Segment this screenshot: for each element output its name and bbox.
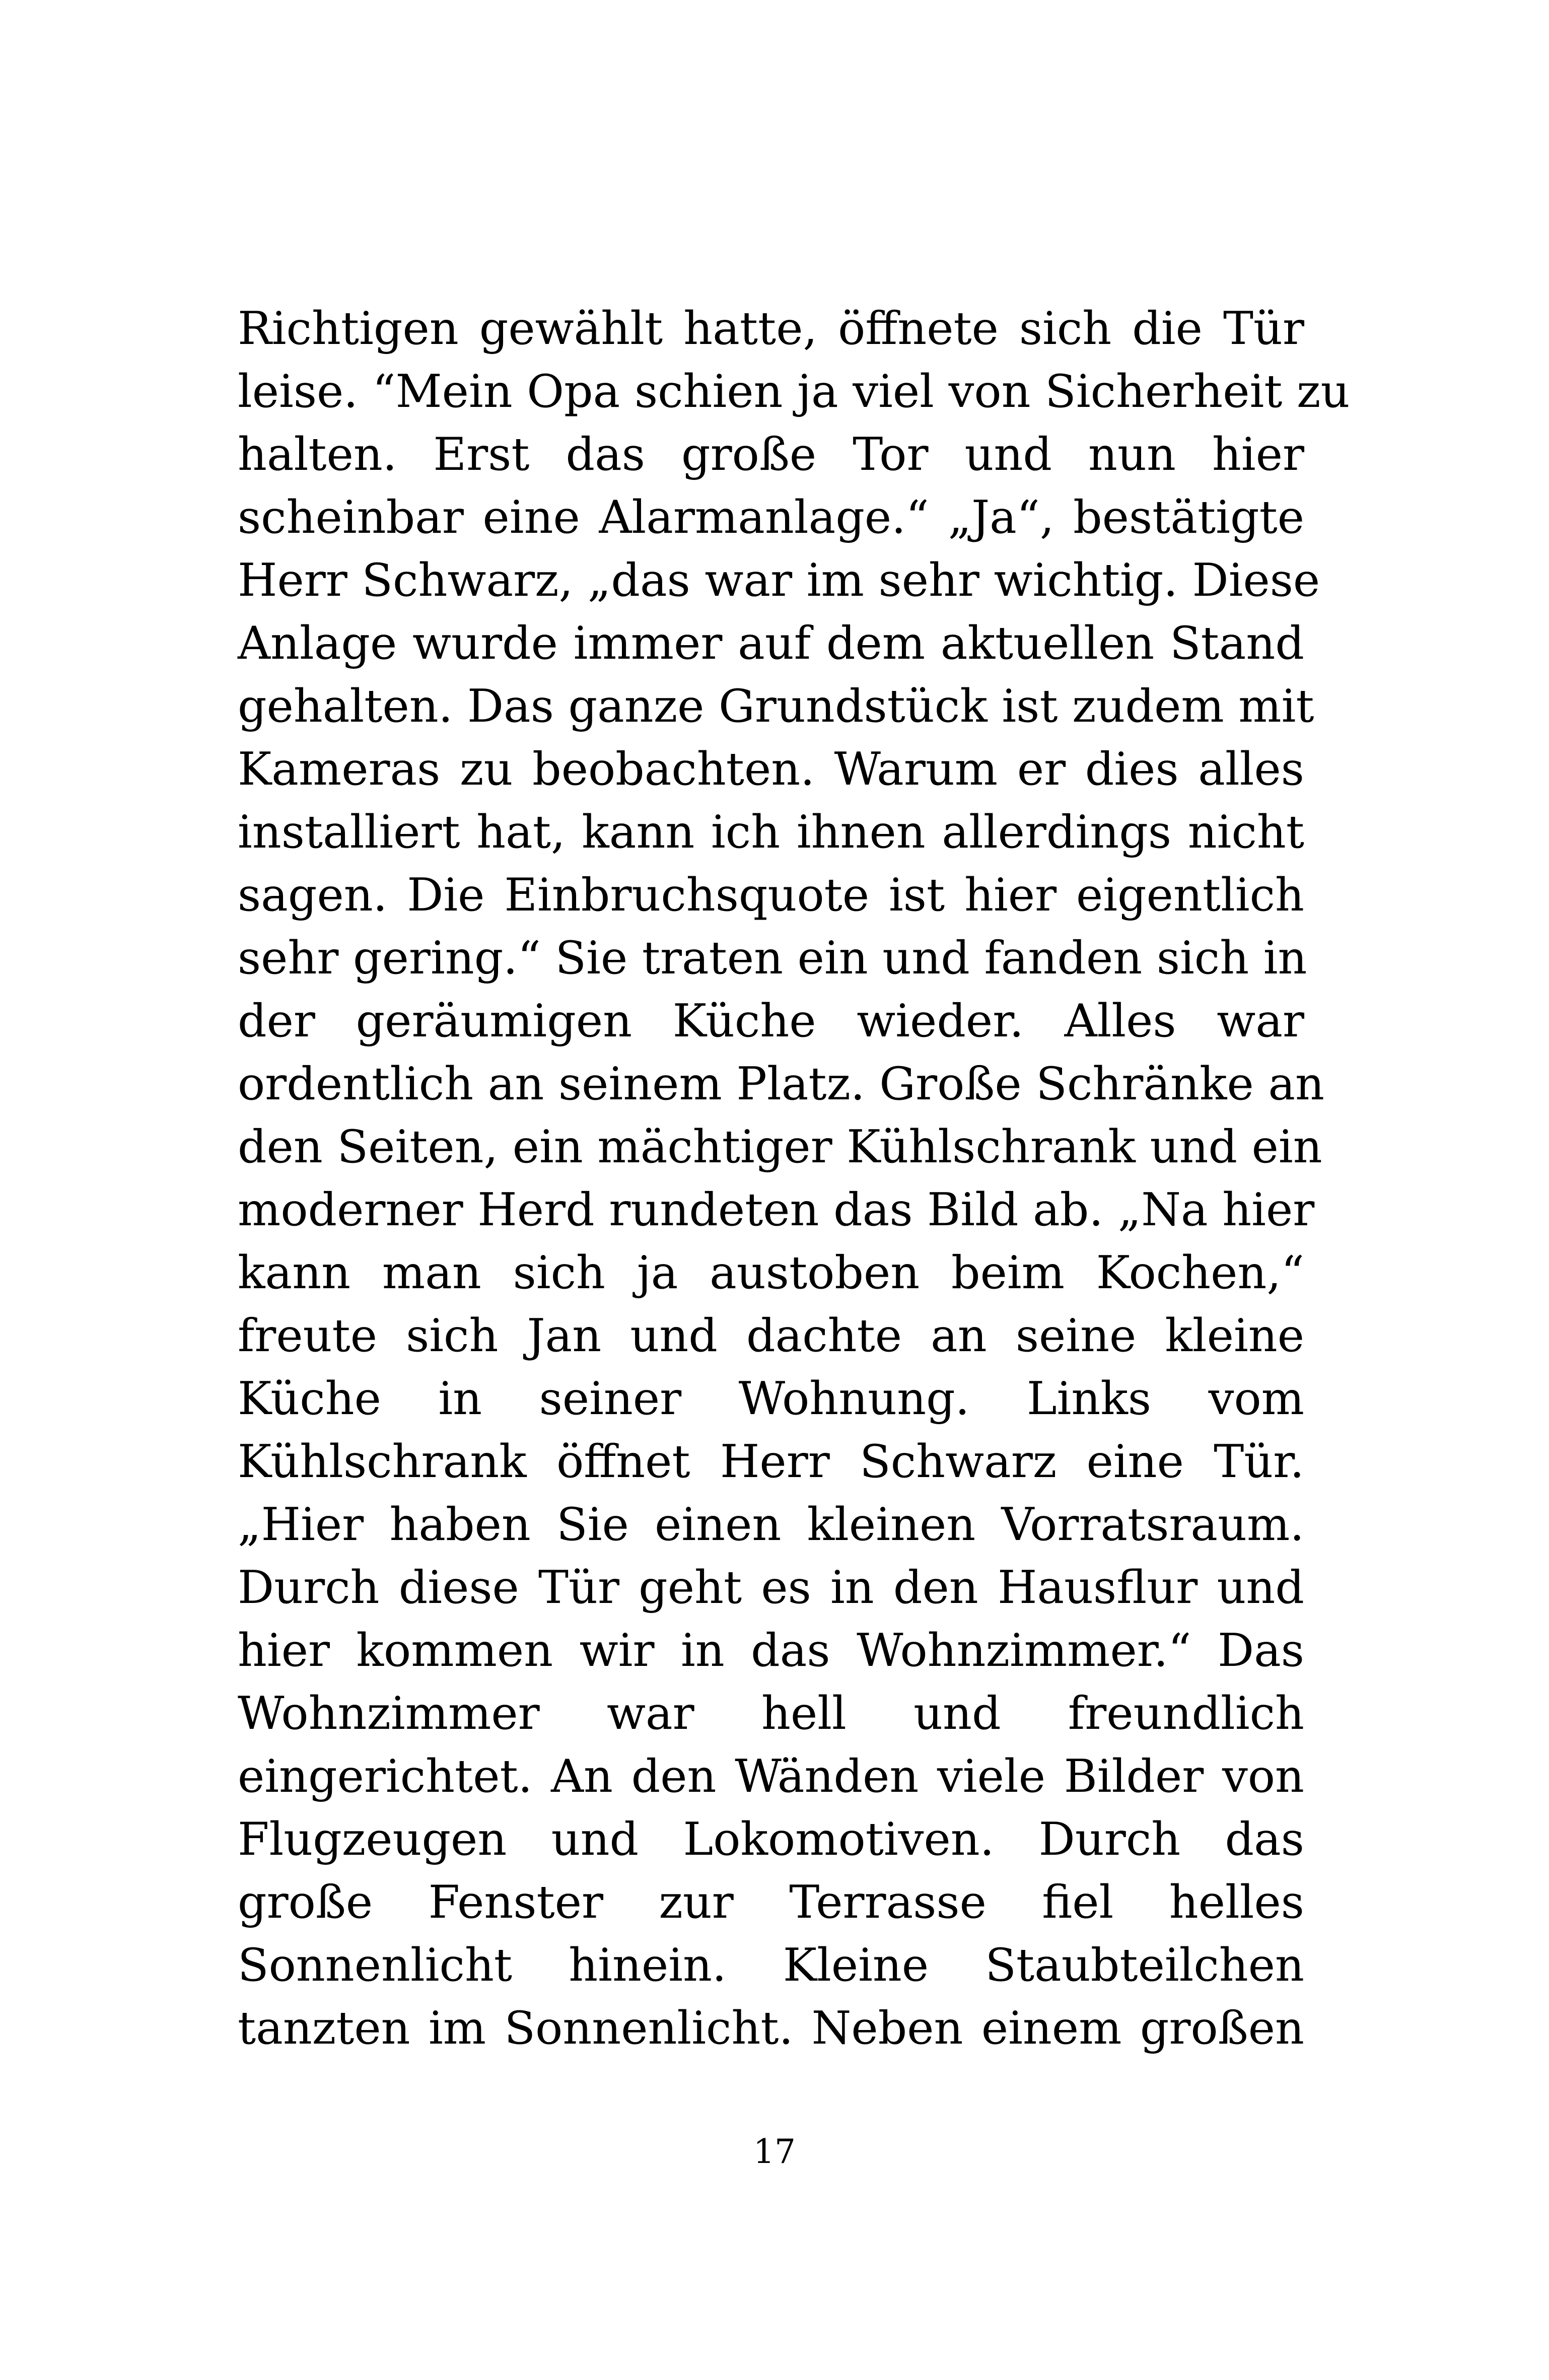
- text-line: kann man sich ja austoben beim Kochen,“: [238, 1246, 1304, 1299]
- text-line: gehalten. Das ganze Grundstück ist zudem mit: [238, 680, 1314, 733]
- text-line: den Seiten, ein mächtiger Kühlschrank und ein: [238, 1121, 1322, 1173]
- text-line: sehr gering.“ Sie traten ein und fanden sich in: [238, 932, 1307, 985]
- text-line: hier kommen wir in das Wohnzimmer.“ Das: [238, 1624, 1304, 1677]
- text-line: eingerichtet. An den Wänden viele Bilder von: [238, 1750, 1304, 1803]
- text-line: Kameras zu beobachten. Warum er dies alles: [238, 743, 1304, 796]
- text-line: Wohnzimmer war hell und freundlich: [238, 1687, 1304, 1740]
- text-line: Herr Schwarz, „das war im sehr wichtig. Diese: [238, 554, 1320, 607]
- text-line: Flugzeugen und Lokomotiven. Durch das: [238, 1813, 1304, 1866]
- text-line: leise. “Mein Opa schien ja viel von Sicherheit zu: [238, 365, 1350, 418]
- page-number: 17: [753, 2132, 796, 2171]
- text-line: große Fenster zur Terrasse fiel helles: [238, 1876, 1304, 1929]
- body-text: [238, 297, 1350, 2060]
- text-line: Sonnenlicht hinein. Kleine Staubteilchen: [238, 1939, 1304, 1992]
- text-line: Anlage wurde immer auf dem aktuellen Stand: [238, 617, 1304, 670]
- text-line: ordentlich an seinem Platz. Große Schränke an: [238, 1058, 1324, 1110]
- text-line: installiert hat, kann ich ihnen allerdings nicht: [238, 806, 1304, 859]
- text-line: moderner Herd rundeten das Bild ab. „Na hier: [238, 1183, 1315, 1236]
- text-line: tanzten im Sonnenlicht. Neben einem großen: [238, 2002, 1304, 2055]
- text-line: freute sich Jan und dachte an seine kleine: [238, 1309, 1304, 1362]
- text-line: der geräumigen Küche wieder. Alles war: [238, 995, 1304, 1047]
- text-line: scheinbar eine Alarmanlage.“ „Ja“, bestätigte: [238, 491, 1304, 544]
- text-line: sagen. Die Einbruchsquote ist hier eigentlich: [238, 869, 1304, 922]
- text-line: Kühlschrank öffnet Herr Schwarz eine Tür.: [238, 1435, 1304, 1488]
- text-line: halten. Erst das große Tor und nun hier: [238, 428, 1304, 481]
- text-line: Durch diese Tür geht es in den Hausflur und: [238, 1561, 1304, 1614]
- text-line: Richtigen gewählt hatte, öffnete sich die Tür: [238, 302, 1304, 355]
- text-line: „Hier haben Sie einen kleinen Vorratsraum.: [238, 1498, 1304, 1551]
- text-line: Küche in seiner Wohnung. Links vom: [238, 1372, 1304, 1425]
